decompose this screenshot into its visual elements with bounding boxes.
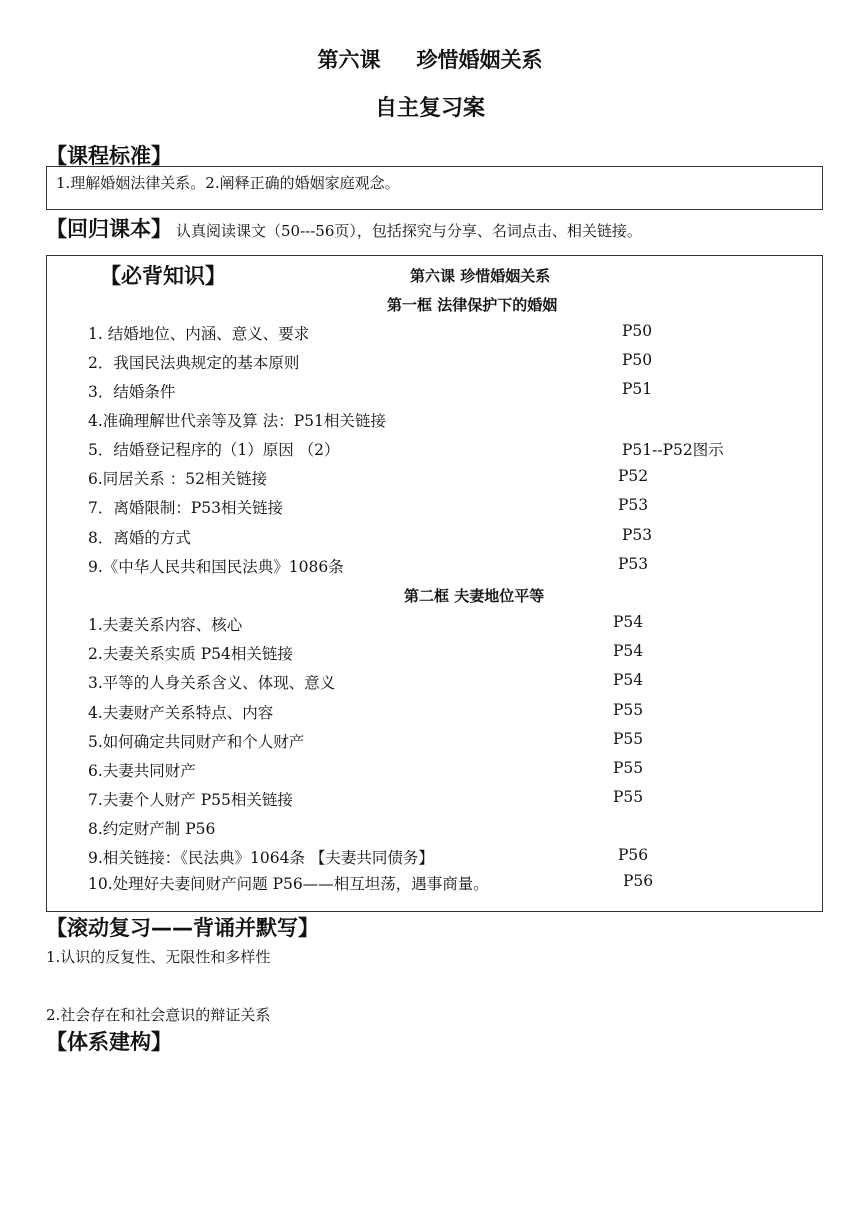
page-ref: P55 [613, 730, 644, 748]
page-ref: P56 [623, 872, 654, 890]
page-ref: P53 [618, 555, 649, 573]
list-item: 3．结婚条件 [88, 383, 176, 401]
page-ref: P51 [622, 380, 653, 398]
page-title [0, 44, 860, 74]
page-ref: P53 [618, 496, 649, 514]
textbook-instruction: 认真阅读课文（50---56页），包括探究与分享、名词点击、相关链接。 [176, 222, 642, 240]
page-subtitle: 自主复习案 [374, 96, 485, 121]
list-item: 5.如何确定共同财产和个人财产 [88, 733, 305, 751]
knowledge-heading: 【必背知识】 [100, 264, 226, 288]
page-ref: P50 [622, 322, 653, 340]
list-item: 10.处理好夫妻间财产问题 P56——相互坦荡，遇事商量。 [88, 875, 489, 893]
review-heading: 【滚动复习——背诵并默写】 [46, 916, 319, 940]
list-item: 9.《中华人民共和国民法典》1086条 [88, 558, 344, 576]
list-item: 4.准确理解世代亲等及算 法：P51相关链接 [88, 412, 386, 430]
textbook-line [46, 213, 642, 243]
page-ref: P55 [613, 788, 644, 806]
list-item: 8．离婚的方式 [88, 529, 191, 547]
list-item: 1.夫妻关系内容、核心 [88, 616, 243, 634]
list-item: 2.夫妻关系实质 P54相关链接 [88, 645, 293, 663]
lesson-number: 第六课 [317, 48, 381, 72]
list-item: 8.约定财产制 P56 [88, 820, 216, 838]
list-item: 7.夫妻个人财产 P55相关链接 [88, 791, 293, 809]
standards-text: 1.理解婚姻法律关系。2.阐释正确的婚姻家庭观念。 [56, 174, 400, 192]
page-ref: P53 [622, 526, 653, 544]
list-item: 3.平等的人身关系含义、体现、意义 [88, 674, 336, 692]
list-item: 1. 结婚地位、内涵、意义、要求 [88, 325, 310, 343]
page-ref: P52 [618, 467, 649, 485]
knowledge-lesson-title: 第六课 珍惜婚姻关系 [410, 267, 551, 285]
system-heading: 【体系建构】 [46, 1030, 172, 1054]
frame1-title: 第一框 法律保护下的婚姻 [387, 296, 558, 314]
standards-heading: 【课程标准】 [46, 144, 172, 168]
list-item: 6.夫妻共同财产 [88, 762, 196, 780]
textbook-heading: 【回归课本】 [46, 217, 172, 241]
page-ref: P51--P52图示 [622, 441, 724, 459]
page-ref: P55 [613, 759, 644, 777]
page-ref: P55 [613, 701, 644, 719]
page-ref: P54 [613, 613, 644, 631]
list-item: 6.同居关系 ：52相关链接 [88, 470, 267, 488]
lesson-topic: 珍惜婚姻关系 [416, 48, 543, 72]
review-item: 2.社会存在和社会意识的辩证关系 [46, 1006, 271, 1024]
list-item: 5．结婚登记程序的（1）原因 （2） [88, 441, 340, 459]
page-ref: P54 [613, 671, 644, 689]
frame2-title: 第二框 夫妻地位平等 [404, 587, 545, 605]
page-ref: P54 [613, 642, 644, 660]
list-item: 2．我国民法典规定的基本原则 [88, 354, 300, 372]
page-ref: P56 [618, 846, 649, 864]
list-item: 9.相关链接：《民法典》1064条 【夫妻共同债务】 [88, 849, 434, 867]
list-item: 4.夫妻财产关系特点、内容 [88, 704, 274, 722]
standards-box [46, 166, 823, 210]
list-item: 7．离婚限制：P53相关链接 [88, 499, 284, 517]
review-item: 1.认识的反复性、无限性和多样性 [46, 948, 271, 966]
page-ref: P50 [622, 351, 653, 369]
